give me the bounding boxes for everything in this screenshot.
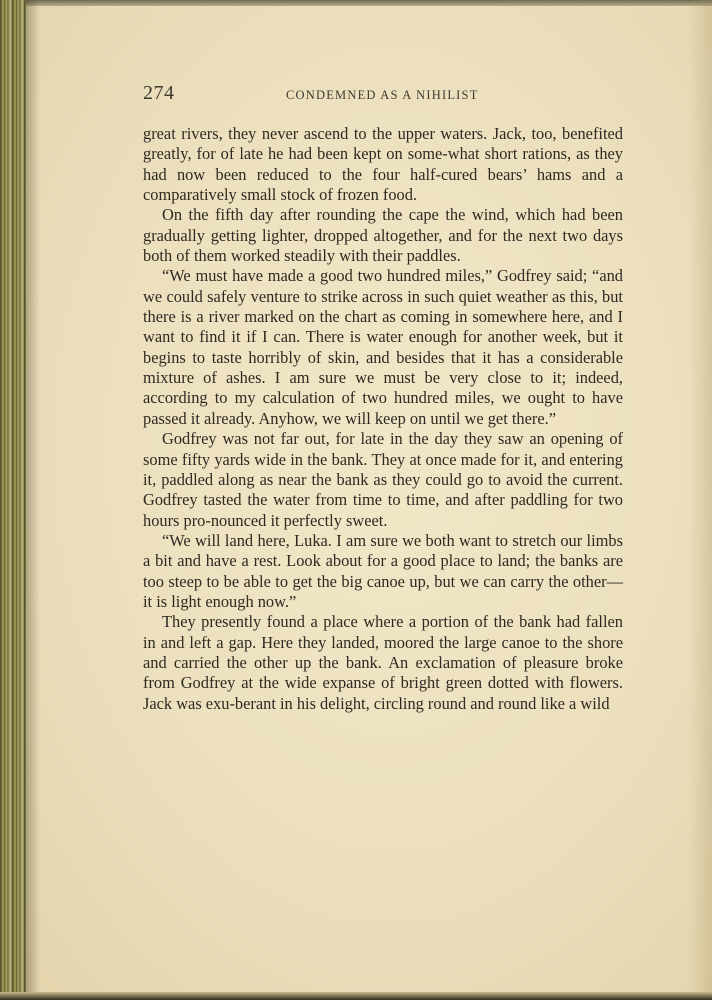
paragraph: On the fifth day after rounding the cape the wind, which had been gradually getting lighter, dropped altogether, and for the next two days both of them worked steadily with their paddles. [143, 205, 623, 266]
page-header [143, 82, 623, 106]
gutter-shadow [26, 0, 40, 1000]
paragraph: “We will land here, Luka. I am sure we both want to stretch our limbs a bit and have a rest. Look about for a good place to land; the banks are too steep to be able to get the big canoe up, but we can carry the other—it is light enough now.” [143, 530, 623, 611]
paragraph: great rivers, they never ascend to the upper waters. Jack, too, benefited greatly, for of late he had been kept on some-what short rations, as they had now been reduced to the four half-cured bears’ hams and a comparatively small stock of frozen food. [143, 124, 623, 205]
paragraph: Godfrey was not far out, for late in the day they saw an opening of some fifty yards wide in the bank. They at once made for it, and entering it, paddled along as near the bank as they could go to avoid the current. Godfrey tasted the water from time to time, and after paddling for two hours pro-nounced it perfectly sweet. [143, 429, 623, 530]
page-bottom-edge [0, 992, 712, 1000]
book-spine [0, 0, 26, 1000]
body-text [143, 124, 623, 714]
page-top-edge [0, 0, 712, 6]
paragraph: They presently found a place where a portion of the bank had fallen in and left a gap. Here they landed, moored the large canoe to the shore and carried the other up the bank. An exclamation of pleasure broke from Godfrey at the wide expanse of bright green dotted with flowers. Jack was exu-berant in his delight, circling round and round like a wild [143, 612, 623, 713]
page-edge-shadow [688, 0, 712, 1000]
running-title: CONDEMNED AS A NIHILIST [286, 88, 479, 102]
page-number: 274 [143, 82, 175, 104]
paragraph: “We must have made a good two hundred miles,” Godfrey said; “and we could safely venture to strike across in such quiet weather as this, but there is a river marked on the chart as coming in somewhere here, and I want to find it if I can. There is water enough for another week, but it begins to taste horribly of skin, and besides that it has a considerable mixture of ashes. I am sure we must be very close to it; indeed, according to my calculation of two hundred miles, we ought to have passed it already. Anyhow, we will keep on until we get there.” [143, 266, 623, 428]
